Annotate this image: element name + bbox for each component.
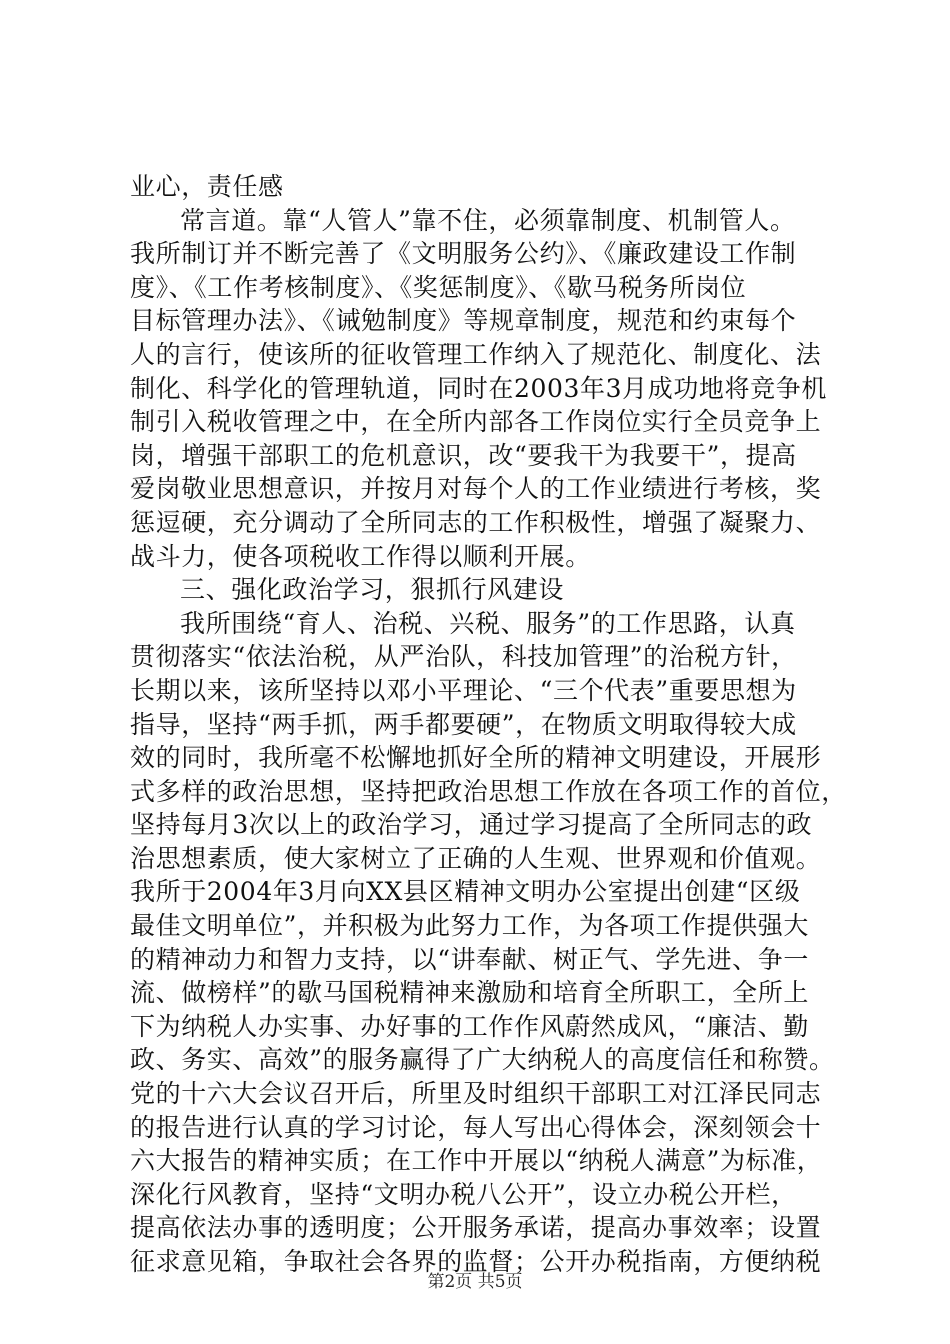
text-line: 岗，增强干部职工的危机意识，改“要我干为我要干”，提高 xyxy=(130,440,797,470)
text-line: 人的言行，使该所的征收管理工作纳入了规范化、制度化、法 xyxy=(130,339,822,369)
text-line: 爱岗敬业思想意识，并按月对每个人的工作业绩进行考核，奖 xyxy=(130,474,822,504)
text-line: 常言道。靠“人管人”靠不住，必须靠制度、机制管人。 xyxy=(180,205,796,235)
text-line: 惩逗硬，充分调动了全所同志的工作积极性，增强了凝聚力、 xyxy=(130,507,822,537)
text-line: 最佳文明单位”，并积极为此努力工作，为各项工作提供强大 xyxy=(130,911,809,941)
text-line: 深化行风教育，坚持“文明办税八公开”，设立办税公开栏， xyxy=(130,1179,797,1209)
text-line: 业心，责任感 xyxy=(130,172,284,201)
text-line: 制引入税收管理之中，在全所内部各工作岗位实行全员竞争上 xyxy=(130,407,822,437)
text-line: 我所制订并不断完善了《文明服务公约》、《廉政建设工作制 xyxy=(130,239,797,269)
text-line: 制化、科学化的管理轨道，同时在2003年3月成功地将竞争机 xyxy=(130,373,827,403)
text-line: 下为纳税人办实事、办好事的工作作风蔚然成风，“廉洁、勤 xyxy=(130,1011,809,1041)
page-number: 第2页 共5页 xyxy=(427,1272,523,1292)
text-line: 长期以来，该所坚持以邓小平理论、“三个代表”重要思想为 xyxy=(130,675,797,705)
text-line: 度》、《工作考核制度》、《奖惩制度》、《歇马税务所岗位 xyxy=(130,272,747,302)
text-line: 的报告进行认真的学习讨论，每人写出心得体会，深刻领会十 xyxy=(130,1112,822,1142)
section-heading: 三、强化政治学习，狠抓行风建设 xyxy=(180,575,565,605)
text-line: 效的同时，我所毫不松懈地抓好全所的精神文明建设，开展形 xyxy=(130,743,822,773)
text-line: 政、务实、高效”的服务赢得了广大纳税人的高度信任和称赞。 xyxy=(130,1045,835,1075)
text-line: 的精神动力和智力支持，以“讲奉献、树正气、学先进、争一 xyxy=(130,944,809,974)
text-line: 流、做榜样”的歇马国税精神来激励和培育全所职工，全所上 xyxy=(130,978,809,1008)
text-line: 征求意见箱，争取社会各界的监督；公开办税指南，方便纳税 xyxy=(130,1247,822,1276)
text-line: 贯彻落实“依法治税，从严治队，科技加管理”的治税方针， xyxy=(130,642,797,672)
document-body xyxy=(130,170,847,1279)
text-line: 提高依法办事的透明度；公开服务承诺，提高办事效率；设置 xyxy=(130,1213,822,1243)
text-line: 坚持每月3次以上的政治学习，通过学习提高了全所同志的政 xyxy=(130,810,813,840)
text-line: 六大报告的精神实质；在工作中开展以“纳税人满意”为标准， xyxy=(130,1146,823,1176)
text-line: 战斗力，使各项税收工作得以顺利开展。 xyxy=(130,541,591,571)
text-line: 治思想素质，使大家树立了正确的人生观、世界观和价值观。 xyxy=(130,843,822,873)
text-line: 我所围绕“育人、治税、兴税、服务”的工作思路，认真 xyxy=(180,608,796,638)
text-line: 式多样的政治思想，坚持把政治思想工作放在各项工作的首位， xyxy=(130,776,847,806)
text-line: 目标管理办法》、《诫勉制度》等规章制度，规范和约束每个 xyxy=(130,306,797,336)
text-line: 我所于2004年3月向XX县区精神文明办公室提出创建“区级 xyxy=(130,877,801,907)
text-line: 党的十六大会议召开后，所里及时组织干部职工对江泽民同志 xyxy=(130,1079,822,1109)
page-footer xyxy=(0,1270,950,1294)
text-line: 指导，坚持“两手抓，两手都要硬”，在物质文明取得较大成 xyxy=(130,709,797,739)
